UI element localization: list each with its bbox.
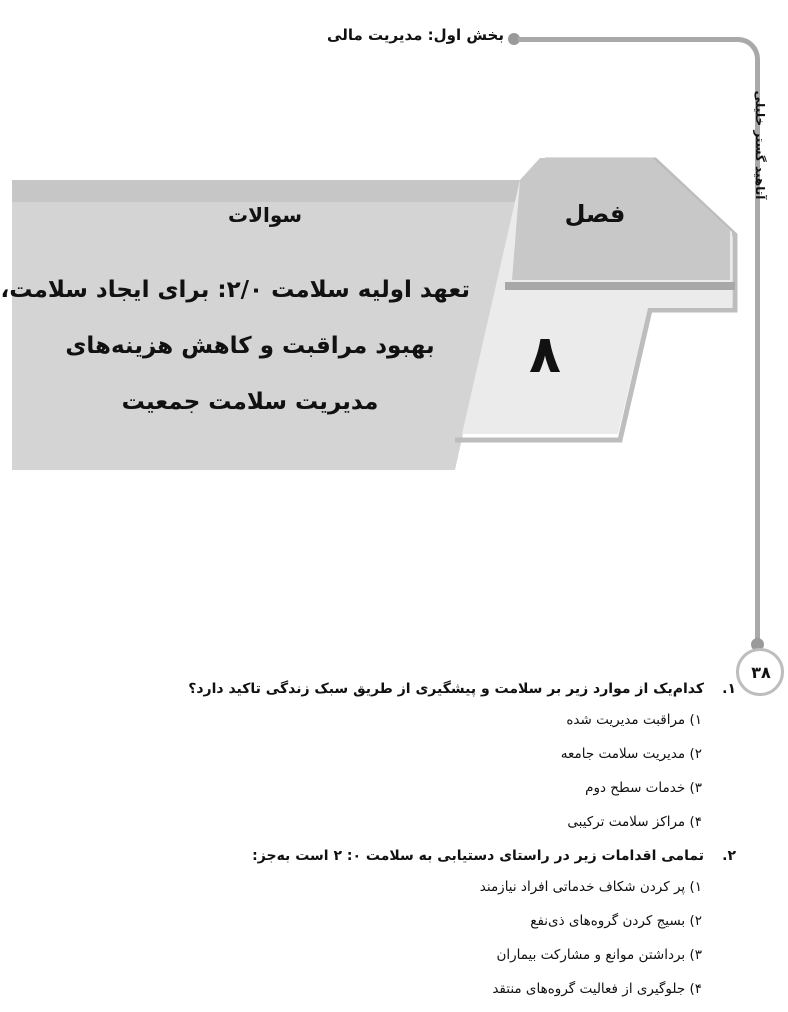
header-rail-line bbox=[518, 37, 740, 42]
chapter-tab-stripe bbox=[505, 282, 735, 290]
chapter-title-line: تعهد اولیه سلامت ۲/۰: برای ایجاد سلامت، bbox=[0, 277, 470, 303]
question-1 bbox=[188, 681, 736, 839]
chapter-title-line: مدیریت سلامت جمعیت bbox=[121, 389, 379, 415]
answer-option: ۴) جلوگیری از فعالیت گروه‌های منتقد bbox=[492, 981, 702, 997]
answer-option: ۱) پر کردن شکاف خدماتی افراد نیازمند bbox=[479, 879, 702, 895]
question-stem bbox=[188, 681, 736, 703]
answer-option: ۴) مراکز سلامت ترکیبی bbox=[567, 814, 702, 830]
answer-option: ۲) مدیریت سلامت جامعه bbox=[560, 746, 702, 762]
side-running-label: آتاهید گستر خلیلی bbox=[753, 90, 767, 200]
section-title: بخش اول: مدیریت مالی bbox=[327, 26, 504, 44]
answer-option: ۳) برداشتن موانع و مشارکت بیماران bbox=[496, 947, 702, 963]
question-text: تمامی اقدامات زیر در راستای دستیابی به سلامت ۰: ۲ است به‌جز: bbox=[252, 848, 704, 864]
question-2 bbox=[252, 848, 736, 1006]
title-band-top bbox=[12, 180, 520, 202]
question-stem bbox=[252, 848, 736, 870]
chapter-number: ۸ bbox=[529, 325, 561, 385]
page-number: ۳۸ bbox=[751, 663, 771, 682]
question-number: ۱. bbox=[722, 681, 736, 697]
question-text: کدام‌یک از موارد زیر بر سلامت و پیشگیری از طریق سبک زندگی تاکید دارد؟ bbox=[188, 681, 704, 697]
chapter-title-line: بهبود مراقبت و کاهش هزینه‌های bbox=[65, 333, 435, 359]
answer-option: ۲) بسیج کردن گروه‌های ذی‌نفع bbox=[530, 913, 702, 929]
answer-option: ۱) مراقبت مدیریت شده bbox=[566, 712, 702, 728]
chapter-label: فصل bbox=[564, 200, 626, 228]
answer-option: ۳) خدمات سطح دوم bbox=[585, 780, 702, 796]
chapter-title bbox=[0, 262, 470, 430]
questions-heading: سوالات bbox=[227, 203, 303, 227]
question-number: ۲. bbox=[722, 848, 736, 864]
